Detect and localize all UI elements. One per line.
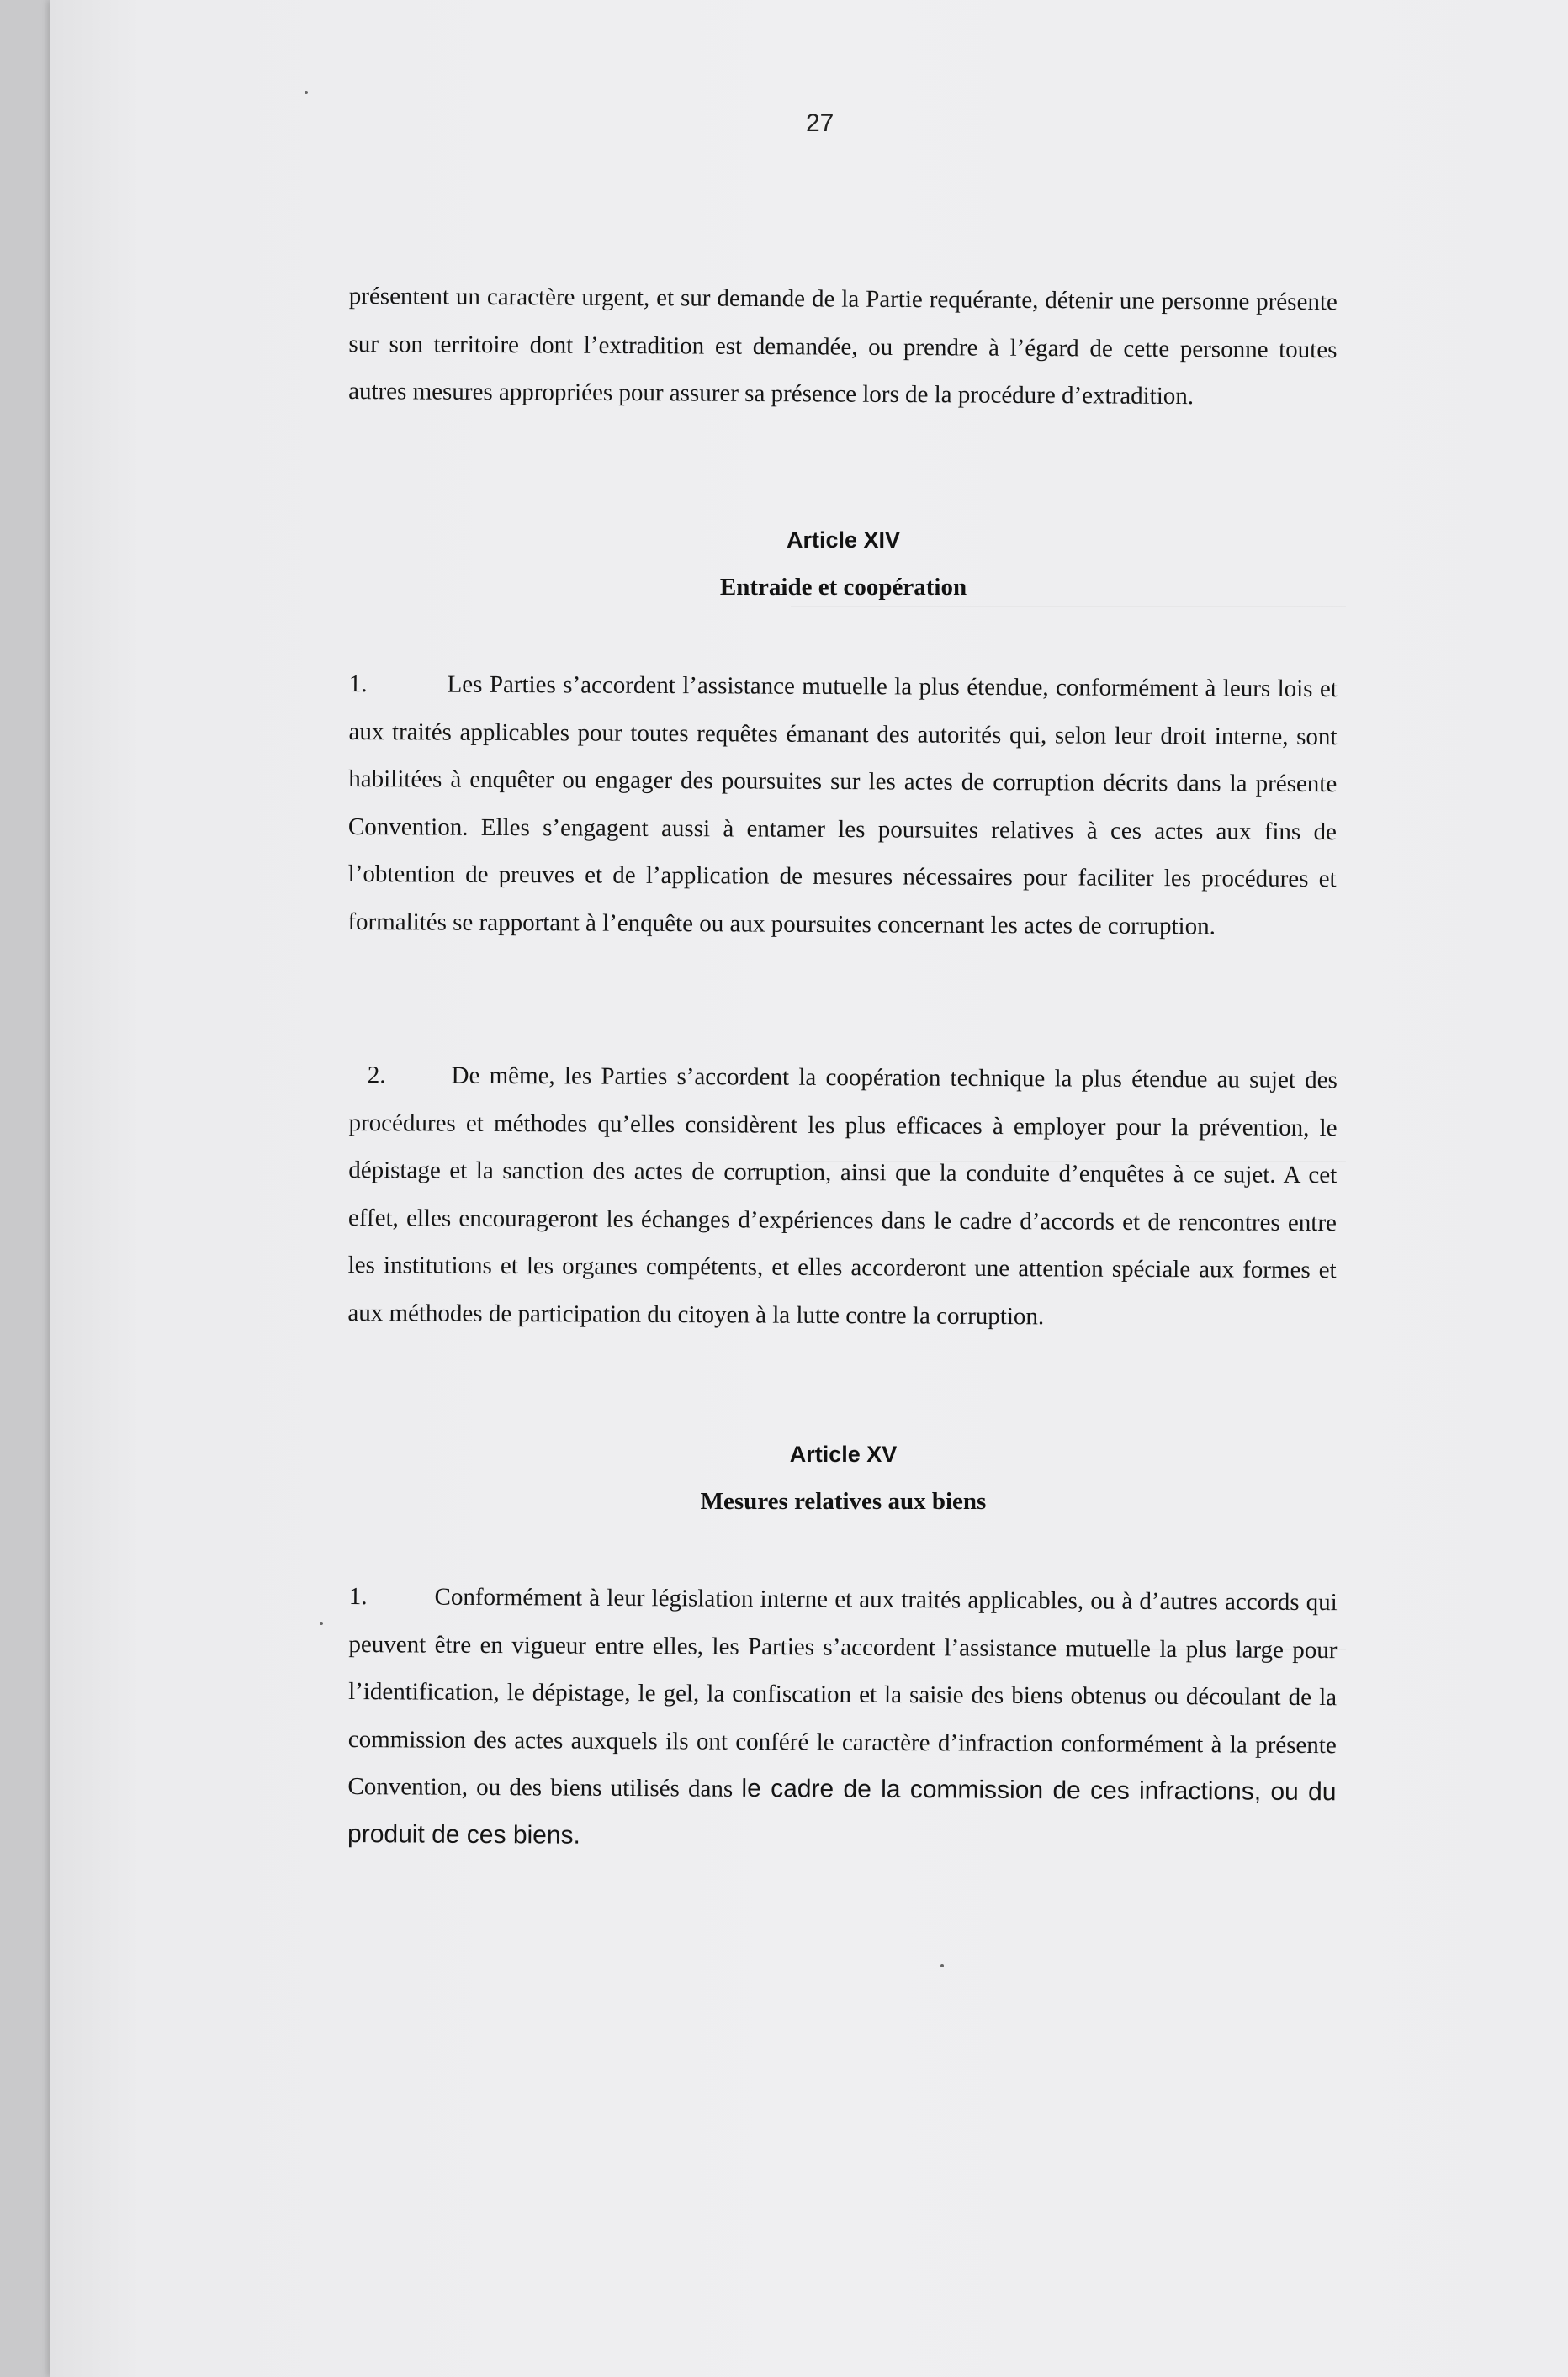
- page-number: 27: [806, 109, 834, 137]
- article-14-title: Article XIV: [786, 527, 901, 553]
- paragraph-intro: présentent un caractère urgent, et sur demande de la Partie requérante, détenir une personne présente sur son territoire dont l’extradition est demandée, ou prendre à l’égard de cette personne toutes autres mesures appropriées pour assurer sa présence lors de la procédure d’extradition.: [348, 282, 1338, 410]
- paragraph-text: Les Parties s’accordent l’assistance mutuelle la plus étendue, conformément à leurs lois et aux traités applicables pour toutes requêtes émanant des autorités qui, selon leur droit interne, sont habilitées à enquêter ou engager des poursuites sur les actes de corruption décrits dans la présente Convention. Elles s’engagent aussi à entamer les poursuites relatives à ces actes aux fins de l’obtention de preuves et de l’application de mesures nécessaires pour faciliter les procédures et formalités se rapportant à l’enquête ou aux poursuites concernant les actes de corruption.: [347, 670, 1338, 940]
- article-14-subtitle: Entraide et coopération: [719, 574, 967, 601]
- article-15-subtitle: Mesures relatives aux biens: [700, 1488, 987, 1515]
- article-14-paragraph-1: [347, 660, 1338, 950]
- speck: [940, 1964, 944, 1967]
- paragraph-text: De même, les Parties s’accordent la coopération technique la plus étendue au sujet des procédures et méthodes qu’elles considèrent les plus efficaces à employer pour la prévention, le dépistage et la sanction des actes de corruption, ainsi que la conduite d’enquêtes à ce sujet. A cet effet, elles encourageront les échanges d’expériences dans le cadre d’accords et de rencontres entre les institutions et les organes compétents, et elles accorderont une attention spéciale aux formes et aux méthodes de participation du citoyen à la lutte contre la corruption.: [347, 1061, 1338, 1330]
- article-15-title: Article XV: [789, 1442, 898, 1467]
- speck: [320, 1622, 323, 1625]
- speck: [305, 91, 308, 94]
- paragraph-text-last-line: le cadre de la commission de ces infractions, ou du produit de ces biens.: [347, 1774, 1337, 1850]
- paragraph-number: 2.: [367, 1061, 386, 1089]
- article-15-heading: [349, 1431, 1338, 1525]
- article-14-paragraph-2: [347, 1051, 1338, 1342]
- article-14-heading: [349, 516, 1338, 611]
- paragraph-text: Conformément à leur législation interne et aux traités applicables, ou à d’autres accords qui peuvent être en vigueur entre elles, les Parties s’accordent l’assistance mutuelle la plus large pour l’identification, le dépistage, le gel, la confiscation et la saisie des biens obtenus ou découlant de la commission des actes auxquels ils ont conféré le caractère d’infraction conformément à la présente Convention, ou des biens utilisés dans: [347, 1583, 1338, 1803]
- paragraph-number: 1.: [348, 1582, 368, 1611]
- paragraph-number: 1.: [348, 670, 368, 698]
- article-15-paragraph-1: [347, 1573, 1338, 1864]
